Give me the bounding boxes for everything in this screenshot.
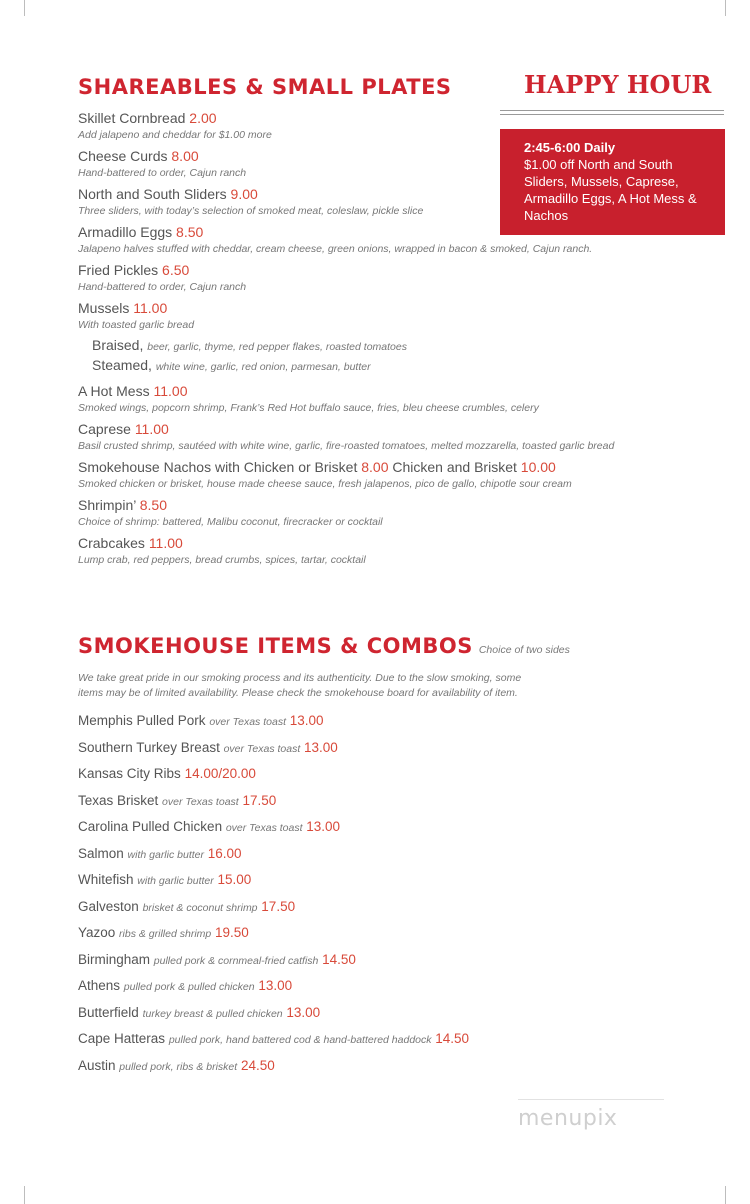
item-price: 17.50: [242, 792, 277, 808]
item-price: 2.00: [189, 110, 217, 126]
item-price: 15.00: [217, 872, 252, 887]
item-price: 11.00: [134, 421, 169, 437]
item-description: pulled pork, hand battered cod & hand-battered haddock: [168, 1034, 432, 1046]
item-price: 13.00: [258, 978, 293, 993]
menu-item: [78, 978, 718, 1005]
item-description: with garlic butter: [137, 875, 214, 887]
item-price: 13.00: [286, 1004, 321, 1020]
item-description: ribs & grilled shrimp: [119, 928, 212, 940]
item-name: Fried Pickles: [78, 262, 159, 278]
item-description: Smoked wings, popcorn shrimp, Frank’s Red Hot buffalo sauce, fries, bleu cheese crumbles, celery: [78, 402, 539, 414]
item-price: 14.50: [435, 1031, 470, 1046]
menu-item: [78, 497, 718, 528]
item-description: Basil crusted shrimp, sautéed with white wine, garlic, fire-roasted tomatoes, melted mozzarella, toasted garlic bread: [78, 440, 615, 452]
menu-item: [78, 262, 718, 293]
item-name: Cape Hatteras: [78, 1031, 166, 1046]
happy-hour-box: [500, 129, 725, 235]
item-price: 8.50: [176, 224, 204, 240]
item-name: A Hot Mess: [78, 383, 150, 399]
menu-item: [78, 740, 718, 767]
item-name: Birmingham: [78, 951, 151, 967]
item-price: 8.50: [139, 497, 167, 513]
item-name: Cheese Curds: [78, 148, 168, 164]
smokehouse-list: [78, 713, 718, 1084]
menu-item: [78, 925, 718, 952]
item-price: 17.50: [261, 898, 296, 914]
menu-item: [78, 300, 718, 331]
item-description: Smoked chicken or brisket, house made cheese sauce, fresh jalapenos, pico de gallo, chipotle sour cream: [78, 478, 572, 490]
happy-hour-times: 2:45-6:00 Daily: [524, 140, 616, 155]
menu-item: [78, 872, 718, 899]
item-description: pulled pork, ribs & brisket: [119, 1060, 238, 1073]
item-name: Shrimpin’: [78, 497, 136, 513]
menu-item: [78, 1005, 718, 1032]
option-description: beer, garlic, thyme, red pepper flakes, roasted tomatoes: [147, 341, 407, 353]
mussels-option: [92, 336, 718, 356]
item-description: With toasted garlic bread: [78, 319, 195, 331]
crop-mark: [725, 0, 726, 16]
divider: [518, 1099, 664, 1100]
item-price: 13.00: [304, 739, 338, 755]
item-price: 14.50: [322, 951, 356, 967]
menu-item: [78, 383, 718, 414]
item-price: 11.00: [133, 300, 168, 316]
item-name: Kansas City Ribs: [78, 766, 181, 781]
menu-item: [78, 1031, 718, 1058]
happy-hour-details: $1.00 off North and South Sliders, Mussels, Caprese, Armadillo Eggs, A Hot Mess & Nachos: [524, 157, 697, 223]
item-description: over Texas toast: [223, 742, 301, 755]
item-description: over Texas toast: [162, 795, 239, 808]
item-price: 11.00: [153, 383, 188, 399]
item-price: 14.00/20.00: [184, 766, 256, 781]
item-price: 13.00: [289, 713, 324, 728]
item-name: Armadillo Eggs: [78, 224, 173, 240]
item-price: 19.50: [215, 925, 249, 940]
intro-line: We take great pride in our smoking process and its authenticity. Due to the slow smoking, some: [78, 672, 522, 684]
item-name: North and South Sliders: [78, 186, 227, 202]
item-description: Hand-battered to order, Cajun ranch: [78, 281, 247, 293]
item-name: Memphis Pulled Pork: [78, 713, 206, 728]
item-name: Caprese: [78, 421, 131, 437]
intro-line: items may be of limited availability. Please check the smokehouse board for availability of item.: [78, 687, 518, 699]
item-name: Salmon: [78, 845, 124, 861]
item-price: 8.00: [361, 459, 389, 475]
smokehouse-intro: [78, 671, 598, 701]
menu-item: [78, 766, 718, 793]
item-name-alt: Chicken and Brisket: [392, 459, 517, 475]
item-name: Crabcakes: [78, 535, 145, 551]
option-name: Steamed,: [92, 357, 152, 373]
shareables-title: SHAREABLES & SMALL PLATES: [78, 75, 452, 99]
item-name: Carolina Pulled Chicken: [78, 819, 223, 834]
menu-item: [78, 793, 718, 820]
item-name: Galveston: [78, 898, 139, 914]
item-description: pulled pork & cornmeal-fried catfish: [153, 954, 319, 967]
item-name: Austin: [78, 1057, 116, 1073]
item-description: Lump crab, red peppers, bread crumbs, spices, tartar, cocktail: [78, 554, 366, 566]
divider: [500, 110, 724, 111]
menu-item: [78, 1058, 718, 1085]
crop-mark: [24, 1186, 25, 1204]
smokehouse-title: [78, 634, 570, 658]
menu-item: [78, 846, 718, 873]
menu-item: [78, 535, 718, 566]
item-price: 9.00: [230, 186, 258, 202]
item-price: 6.50: [162, 262, 190, 278]
item-description: turkey breast & pulled chicken: [142, 1007, 283, 1020]
menu-item: [78, 459, 718, 490]
option-description: white wine, garlic, red onion, parmesan, butter: [155, 361, 371, 373]
item-name: Southern Turkey Breast: [78, 739, 220, 755]
watermark-logo: menupix: [518, 1106, 618, 1131]
option-name: Braised,: [92, 337, 144, 353]
item-description: pulled pork & pulled chicken: [123, 981, 255, 993]
divider: [500, 114, 724, 115]
menu-item: [78, 713, 718, 740]
item-price: 24.50: [240, 1057, 275, 1073]
item-name: Athens: [78, 978, 121, 993]
item-name: Whitefish: [78, 872, 134, 887]
item-description: Three sliders, with today’s selection of smoked meat, coleslaw, pickle slice: [78, 205, 424, 217]
mussels-option: [92, 356, 718, 376]
item-description: brisket & coconut shrimp: [142, 901, 258, 914]
item-description: Hand-battered to order, Cajun ranch: [78, 167, 247, 179]
item-price-alt: 10.00: [520, 459, 556, 475]
item-description: Jalapeno halves stuffed with cheddar, cream cheese, green onions, wrapped in bacon & smoked, Cajun ranch.: [78, 243, 593, 255]
item-price: 11.00: [148, 535, 183, 551]
crop-mark: [725, 1186, 726, 1204]
smokehouse-subtitle: Choice of two sides: [478, 644, 570, 656]
item-name: Smokehouse Nachos with Chicken or Brisket: [78, 459, 358, 475]
crop-mark: [24, 0, 25, 16]
menu-item: [78, 952, 718, 979]
item-description: Choice of shrimp: battered, Malibu coconut, firecracker or cocktail: [78, 516, 383, 528]
item-description: over Texas toast: [225, 822, 303, 834]
item-name: Skillet Cornbread: [78, 110, 186, 126]
item-description: with garlic butter: [127, 848, 204, 861]
item-name: Mussels: [78, 300, 130, 316]
item-name: Texas Brisket: [78, 792, 159, 808]
item-name: Yazoo: [78, 925, 116, 940]
item-price: 16.00: [207, 845, 242, 861]
item-description: Add jalapeno and cheddar for $1.00 more: [78, 129, 272, 141]
menu-item: [78, 899, 718, 926]
mussels-options: [78, 336, 718, 376]
item-price: 8.00: [171, 148, 199, 164]
smokehouse-title-text: SMOKEHOUSE ITEMS & COMBOS: [78, 634, 473, 658]
item-name: Butterfield: [78, 1004, 139, 1020]
menu-item: [78, 819, 718, 846]
menu-item: [78, 421, 718, 452]
happy-hour-title: HAPPY HOUR: [524, 70, 712, 99]
item-price: 13.00: [306, 819, 341, 834]
item-description: over Texas toast: [209, 716, 286, 728]
